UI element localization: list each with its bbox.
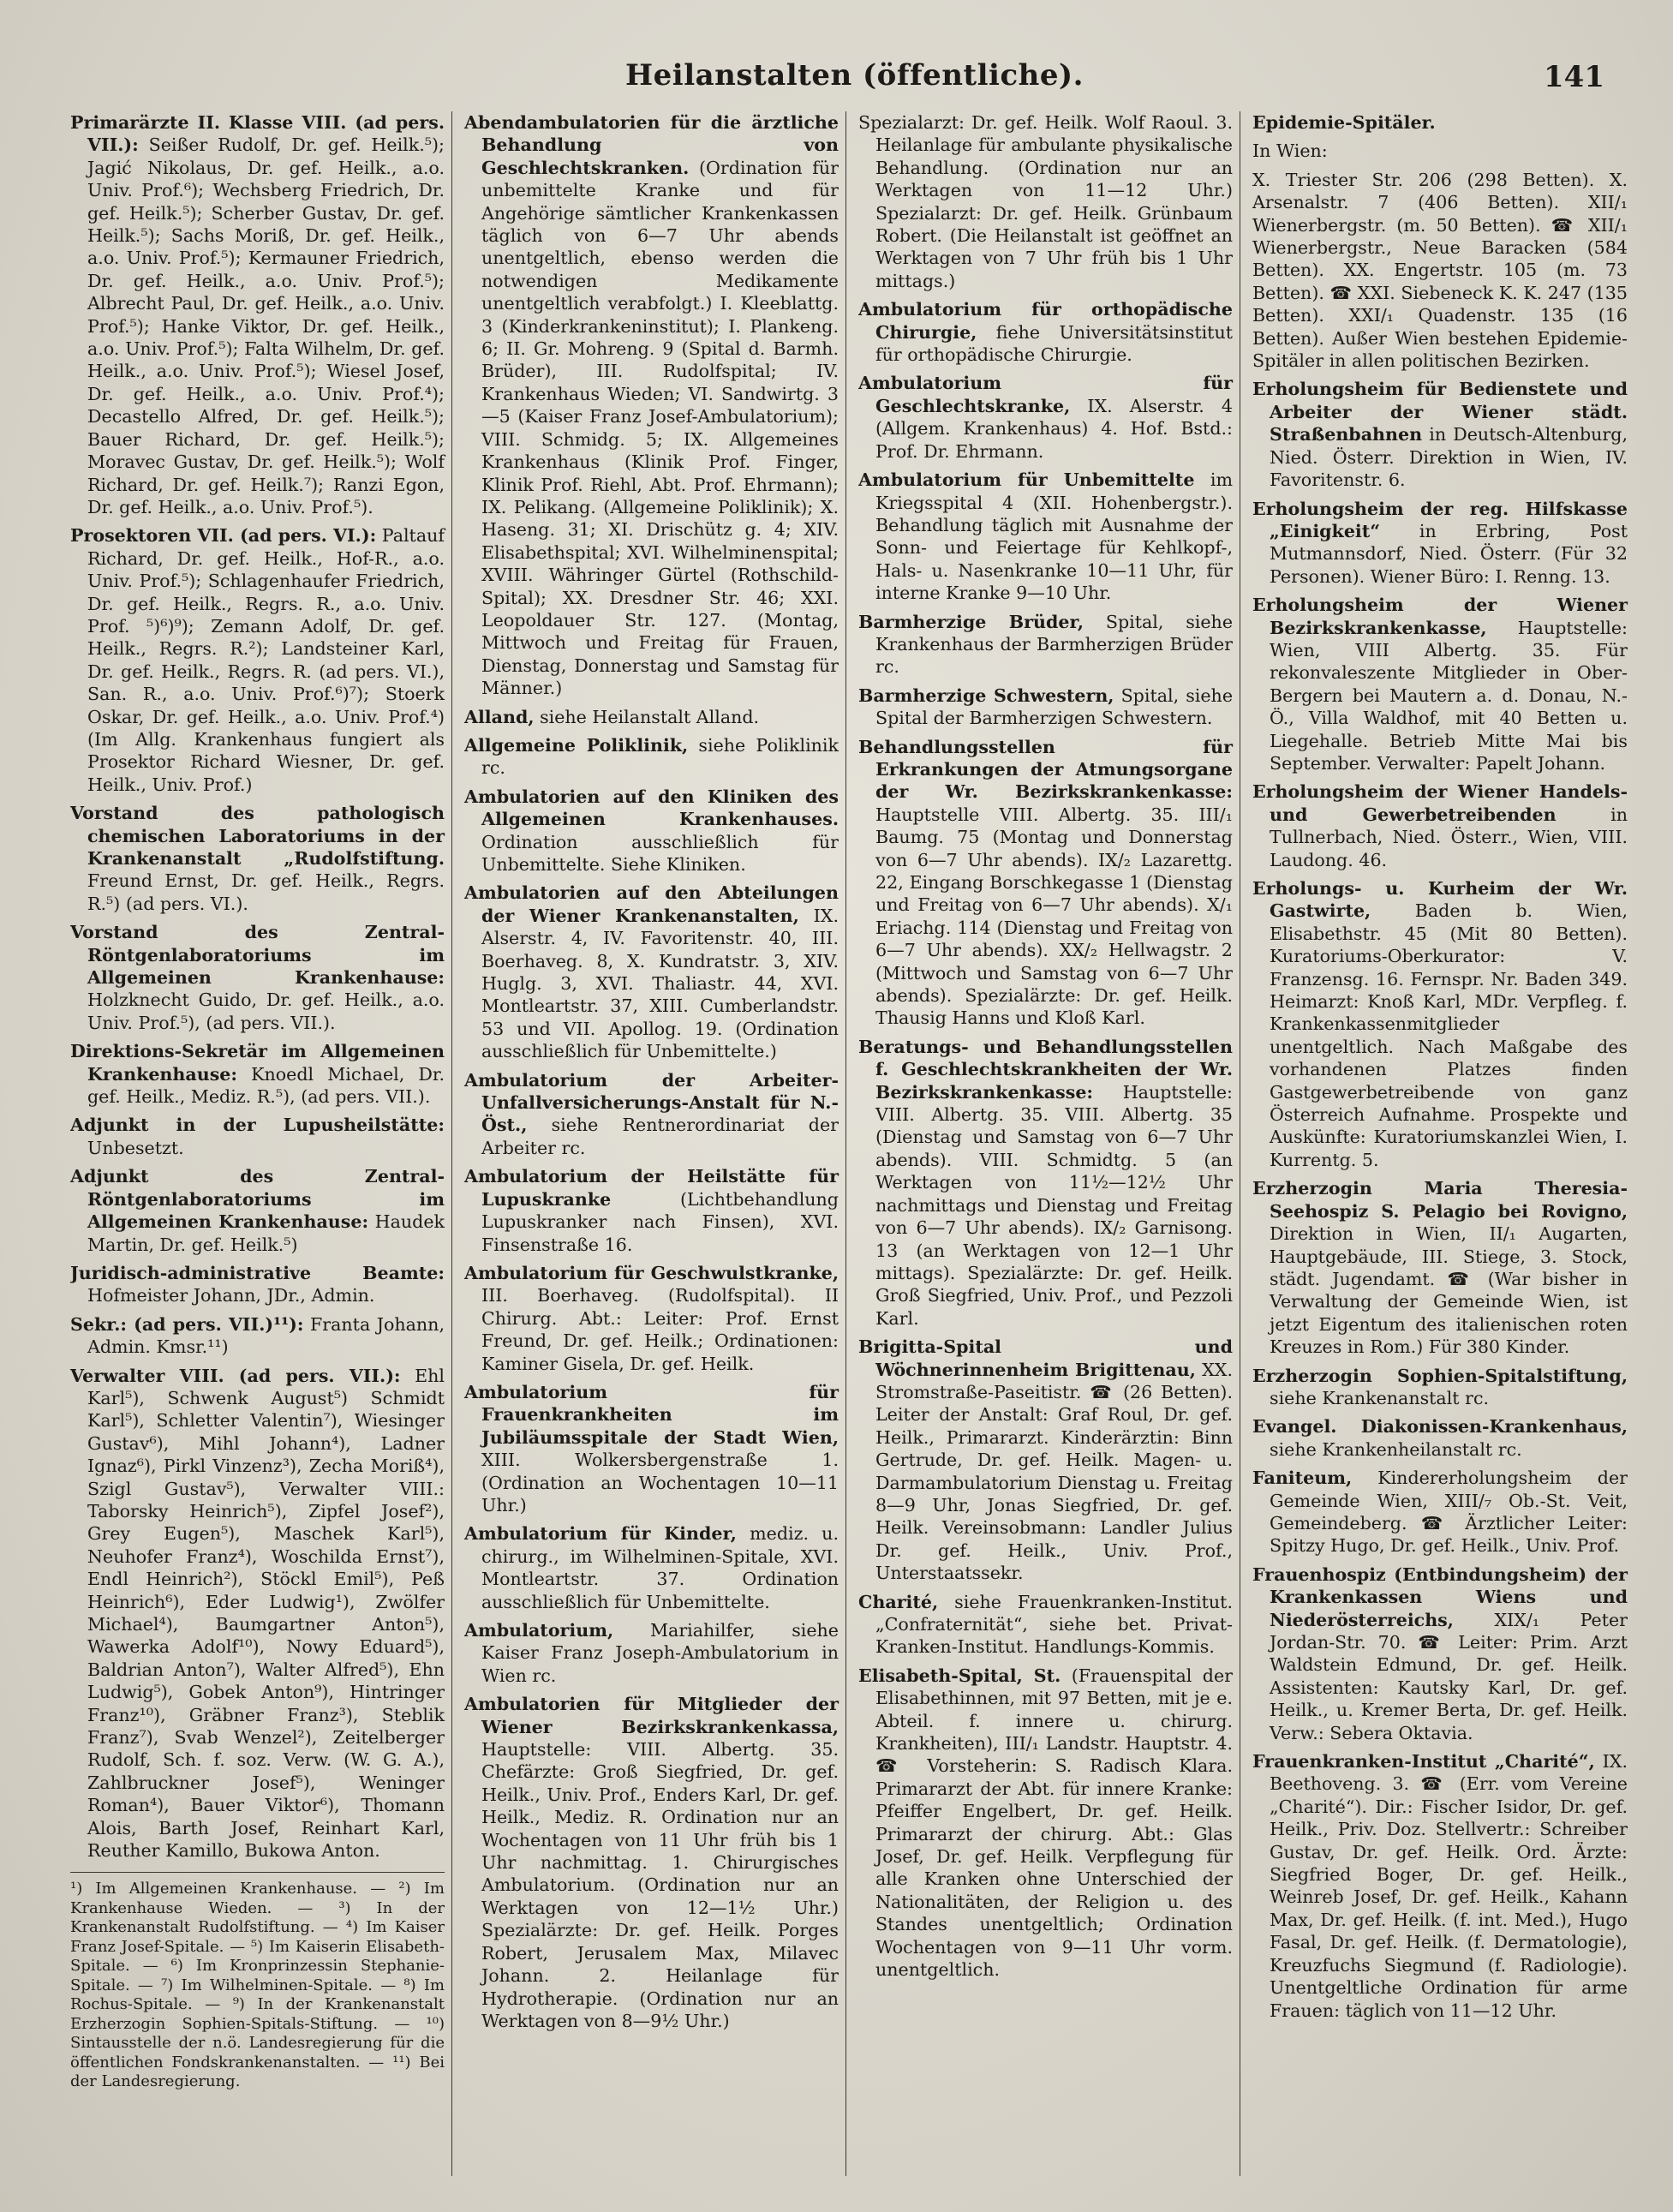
entry-label: Verwalter VIII. (ad pers. VII.): <box>70 1365 401 1386</box>
column-2 <box>464 111 846 2176</box>
directory-entry <box>464 1381 839 1516</box>
entry-text: Direktion in Wien, II/₁ Augarten, Hauptgebäude, III. Stiege, 3. Stock, städt. Jugendamt. ☎ (War bisher in Verwaltung der Gemeinde Wien, ist jetzt Eigentum des italienischen roten Kreuzes in Rom.) Für 380 Kinder. <box>1270 1223 1628 1358</box>
entry-text: Kindererholungsheim der Gemeinde Wien, XIII/₇ Ob.-St. Veit, Gemeindeberg. ☎ Ärztlicher Leiter: Spitzy Hugo, Dr. gef. Heilk., Univ. Prof. <box>1270 1468 1628 1557</box>
entry-text: Hauptstelle VIII. Albertg. 35. III/₁ Baumg. 75 (Montag und Donnerstag von 6—7 Uhr abends). IX/₂ Lazarettg. 22, Eingang Borschkegasse 1 (Dienstag und Freitag von 6—7 Uhr abends). X/₁ Eriachg. 114 (Dienstag und Freitag von 6—7 Uhr abends). XX/₂ Hellwagstr. 2 (Mittwoch und Samstag von 6—7 Uhr abends). Spezialärzte: Dr. gef. Heilk. Thausig Hanns und Kloß Karl. <box>875 804 1233 1029</box>
entry-text: siehe Frauenkranken-Institut. „Confraternität“, siehe bet. Privat-Kranken-Institut. Handlungs-Kommis. <box>875 1591 1233 1658</box>
entry-label: Direktions-Sekretär im Allgemeinen Krankenhause: <box>70 1041 445 1085</box>
entry-text: (Lichtbehandlung Lupuskranker nach Finsen), XVI. Finsenstraße 16. <box>481 1188 839 1255</box>
entry-text: Holzknecht Guido, Dr. gef. Heilk., a.o. Univ. Prof.⁵), (ad pers. VII.). <box>87 989 445 1033</box>
entry-text: IX. Alserstr. 4 (Allgem. Krankenhaus) 4. Hof. Bstd.: Prof. Dr. Ehrmann. <box>875 395 1233 462</box>
entry-label: Ambulatorium der Heilstätte für Lupuskranke <box>464 1166 839 1210</box>
directory-entry <box>464 1619 839 1687</box>
entry-label: Brigitta-Spital und Wöchnerinnenheim Brigittenau, <box>858 1336 1233 1380</box>
entry-label: Barmherzige Brüder, <box>858 611 1084 632</box>
entry-text: (Ordination für unbemittelte Kranke und für Angehörige sämtlicher Krankenkassen täglich von 6—7 Uhr abends unentgeltlich, ebenso werden die notwendigen Medikamente unentgeltlich verabfolgt.) I. Kleeblattg. 3 (Kinderkrankeninstitut); I. Plankeng. 6; II. Gr. Mohreng. 9 (Spital d. Barmh. Brüder), III. Rudolfspital; IV. Krankenhaus Wieden; VI. Sandwirtg. 3—5 (Kaiser Franz Josef-Ambulatorium); VIII. Schmidg. 5; IX. Allgemeines Krankenhaus (Klinik Prof. Finger, Klinik Prof. Riehl, Abt. Prof. Ehrmann); IX. Pelikang. (Allgemeine Poliklinik); X. Haseng. 31; XI. Drischütz g. 4; XIV. Elisabethspital; XVI. Wilhelminenspital; XVIII. Währinger Gürtel (Rothschild-Spital); XX. Dresdner Str. 46; XXI. Leopoldauer Str. 127. (Montag, Mittwoch und Freitag für Frauen, Dienstag, Donnerstag und Samstag für Männer.) <box>481 157 839 699</box>
entry-text: (Frauenspital der Elisabethinnen, mit 97 Betten, mit je e. Abteil. f. innere u. chirurg. Krankheiten), III/₁ Landstr. Hauptstr. 4. ☎ Vorsteherin: S. Radisch Klara. Primararzt der Abt. für innere Kranke: Pfeiffer Engelbert, Dr. gef. Heilk. Primararzt der chirurg. Abt.: Glas Josef, Dr. gef. Heilk. Verpflegung für alle Kranken ohne Unterschied der Nationalitäten, der Religion u. des Standes unentgeltlich; Ordination Wochentagen von 9—11 Uhr vorm. unentgeltlich. <box>875 1665 1234 1981</box>
directory-entry <box>464 111 839 700</box>
text-columns <box>70 111 1638 2176</box>
directory-entry <box>1252 594 1628 774</box>
entry-label: Erzherzogin Maria Theresia-Seehospiz S. Pelagio bei Rovigno, <box>1252 1178 1628 1222</box>
entry-label: Barmherzige Schwestern, <box>858 685 1114 706</box>
directory-entry <box>858 469 1233 604</box>
directory-entry <box>858 611 1233 679</box>
entry-text: Hauptstelle: VIII. Albertg. 35. Chefärzte: Groß Siegfried, Dr. gef. Heilk., Univ. Prof., Enders Karl, Dr. gef. Heilk., Mediz. R. Ordination nur an Wochentagen von 11 Uhr früh bis 1 Uhr nachmittag. 1. Chirurgisches Ambulatorium. (Ordination nur an Werktagen von 12—1½ Uhr.) Spezialärzte: Dr. gef. Heilk. Porges Robert, Jerusalem Max, Milavec Johann. 2. Heilanlage für Hydrotherapie. (Ordination nur an Werktagen von 8—9½ Uhr.) <box>481 1739 839 2031</box>
entry-label: Evangel. Diakonissen-Krankenhaus, <box>1252 1416 1628 1438</box>
directory-entry <box>1252 498 1628 589</box>
entry-text: Ehl Karl⁵), Schwenk August⁵) Schmidt Karl⁵), Schletter Valentin⁷), Wiesinger Gustav⁶), Mihl Johann⁴), Ladner Ignaz⁶), Pirkl Vinzenz³), Zecha Moriß⁴), Szigl Gustav⁵), Verwalter VIII.: Taborsky Heinrich⁵), Zipfel Josef²), Grey Eugen⁵), Maschek Karl⁵), Neuhofer Franz⁴), Woschilda Ernst⁷), Endl Heinrich²), Stöckl Emil⁵), Peß Heinrich⁶), Eder Ludwig¹), Zwölfer Michael⁴), Baumgartner Anton⁵), Wawerka Adolf¹⁰), Nowy Eduard⁵), Baldrian Anton⁷), Walter Alfred⁵), Ehn Ludwig⁵), Gobek Anton⁹), Hintringer Franz¹⁰), Gräbner Franz³), Steblik Franz⁷), Svab Wenzel²), Zeitelberger Rudolf, Sch. f. soz. Verw. (W. G. A.), Zahlbruckner Josef⁵), Weninger Roman⁴), Bauer Viktor⁶), Thomann Alois, Barth Josef, Reinhart Karl, Reuther Kamillo, Bukowa Anton. <box>87 1365 445 1862</box>
directory-entry <box>464 1069 839 1160</box>
entry-text: Haudek Martin, Dr. gef. Heilk.⁵) <box>87 1211 445 1255</box>
entry-text: XIX/₁ Peter Jordan-Str. 70. ☎ Leiter: Prim. Arzt Waldstein Edmund, Dr. gef. Heilk. Assistenten: Kautsky Karl, Dr. gef. Heilk., u. Kremer Berta, Dr. gef. Heilk. Verw.: Sebera Oktavia. <box>1270 1609 1628 1743</box>
directory-entry <box>1252 140 1628 162</box>
entry-text: in Tullnerbach, Nied. Österr., Wien, VIII. Laudong. 46. <box>1270 804 1628 870</box>
entry-text: XIII. Wolkersbergenstraße 1. (Ordination an Wochentagen 10—11 Uhr.) <box>481 1450 839 1516</box>
entry-label: Epidemie-Spitäler. <box>1252 112 1436 133</box>
entry-text: mediz. u. chirurg., im Wilhelminen-Spitale, XVI. Montleartstr. 37. Ordination ausschließlich für Unbemittelte. <box>481 1523 839 1612</box>
entry-text: Paltauf Richard, Dr. gef. Heilk., Hof-R., a.o. Univ. Prof.⁵); Schlagenhaufer Friedrich, Dr. gef. Heilk., Regrs. R., a.o. Univ. Prof. ⁵)⁶)⁹); Zemann Adolf, Dr. gef. Heilk., Regrs. R.²); Landsteiner Karl, Dr. gef. Heilk., Regrs. R. (ad pers. VI.), San. R., a.o. Univ. Prof.⁶)⁷); Stoerk Oskar, Dr. gef. Heilk., a.o. Univ. Prof.⁴) (Im Allg. Krankenhaus fungiert als Prosektor Richard Wiesner, Dr. gef. Heilk., Univ. Prof.) <box>87 525 445 795</box>
page-number: 141 <box>1544 60 1604 94</box>
directory-entry <box>70 1365 445 1862</box>
column-3 <box>858 111 1240 2176</box>
directory-entry <box>1252 1365 1628 1410</box>
entry-text: In Wien: <box>1252 140 1328 162</box>
entry-label: Abendambulatorien für die ärztliche Behandlung von Geschlechtskranken. <box>464 112 839 178</box>
entry-text: Seißer Rudolf, Dr. gef. Heilk.⁵); Jagić Nikolaus, Dr. gef. Heilk., a.o. Univ. Prof.⁶); Wechsberg Friedrich, Dr. gef. Heilk.⁵); Scherber Gustav, Dr. gef. Heilk.⁵); Sachs Moriß, Dr. gef. Heilk., a.o. Univ. Prof.⁵); Kermauner Friedrich, Dr. gef. Heilk., a.o. Univ. Prof.⁵); Albrecht Paul, Dr. gef. Heilk., a.o. Univ. Prof.⁵); Hanke Viktor, Dr. gef. Heilk., a.o. Univ. Prof.⁵); Falta Wilhelm, Dr. gef. Heilk., a.o. Univ. Prof.⁵); Wiesel Josef, Dr. gef. Heilk., a.o. Univ. Prof.⁴); Decastello Alfred, Dr. gef. Heilk.⁵); Bauer Richard, Dr. gef. Heilk.⁵); Moravec Gustav, Dr. gef. Heilk.⁵); Wolf Richard, Dr. gef. Heilk.⁷); Ranzi Egon, Dr. gef. Heilk., a.o. Univ. Prof.⁵). <box>87 135 445 517</box>
entry-label: Sekr.: (ad pers. VII.)¹¹): <box>70 1313 304 1335</box>
entry-label: Charité, <box>858 1591 939 1612</box>
directory-entry <box>1252 1750 1628 2022</box>
entry-text: III. Boerhaveg. (Rudolfspital). II Chirurg. Abt.: Leiter: Prof. Ernst Freund, Dr. gef. Heilk.; Ordinationen: Kaminer Gisela, Dr. gef. Heilk. <box>481 1285 839 1374</box>
directory-entry <box>70 524 445 796</box>
entry-label: Erholungsheim der reg. Hilfskasse „Einigkeit“ <box>1252 498 1628 541</box>
entry-text: X. Triester Str. 206 (298 Betten). X. Arsenalstr. 7 (406 Betten). XII/₁ Wienerbergstr. (m. 50 Betten). ☎ XII/₁ Wienerbergstr., Neue Baracken (584 Betten). XX. Engertstr. 105 (m. 73 Betten). ☎ XXI. Siebeneck K. K. 247 (135 Betten). XXI/₁ Quadenstr. 135 (16 Betten). Außer Wien bestehen Epidemie-Spitäler in allen politischen Bezirken. <box>1252 169 1628 372</box>
directory-entry <box>464 1262 839 1375</box>
entry-text: Hofmeister Johann, JDr., Admin. <box>87 1285 375 1306</box>
entry-label: Erholungsheim für Bedienstete und Arbeiter der Wiener städt. Straßenbahnen <box>1252 379 1628 445</box>
column-4 <box>1252 111 1634 2176</box>
entry-label: Ambulatorium für Kinder, <box>464 1523 737 1545</box>
entry-label: Ambulatorium für Frauenkrankheiten im Jubiläumsspitale der Stadt Wien, <box>464 1381 839 1448</box>
directory-entry <box>70 1262 445 1307</box>
entry-label: Ambulatorium für orthopädische Chirurgie, <box>858 299 1233 343</box>
entry-text: Hauptstelle: Wien, VIII Albertg. 35. Für rekonvaleszente Mitglieder in Ober-Bergern bei Mautern a. d. Donau, N.-Ö., Villa Waldhof, mit 40 Betten u. Liegehalle. Betrieb Mitte Mai bis September. Verwalter: Papelt Johann. <box>1270 617 1628 774</box>
entry-label: Prosektoren VII. (ad pers. VI.): <box>70 525 377 547</box>
directory-entry <box>464 734 839 780</box>
entry-label: Primarärzte II. Klasse VIII. (ad pers. VII.): <box>70 112 445 156</box>
entry-text: IX. Alserstr. 4, IV. Favoritenstr. 40, III. Boerhaveg. 8, X. Kundratstr. 3, XIV. Huglg. 3, XVI. Thaliastr. 44, XVI. Montleartstr. 37, XIII. Cumberlandstr. 53 und VII. Apollog. 19. (Ordination ausschließlich für Unbemittelte.) <box>481 905 839 1062</box>
entry-text: Mariahilfer, siehe Kaiser Franz Joseph-Ambulatorium in Wien rc. <box>481 1620 839 1686</box>
directory-entry <box>70 1114 445 1159</box>
directory-entry <box>70 921 445 1034</box>
entry-text: siehe Poliklinik rc. <box>481 734 839 779</box>
entry-text: Unbesetzt. <box>87 1137 184 1158</box>
directory-entry <box>70 1165 445 1256</box>
entry-text: fiehe Universitätsinstitut für orthopädische Chirurgie. <box>875 321 1233 366</box>
directory-entry <box>70 1040 445 1108</box>
directory-entry <box>1252 378 1628 491</box>
entry-text: in Deutsch-Altenburg, Nied. Österr. Direktion in Wien, IV. Favoritenstr. 6. <box>1270 424 1628 491</box>
entry-label: Vorstand des pathologisch chemischen Laboratoriums in der Krankenanstalt „Rudolfstiftung. <box>70 803 445 869</box>
directory-entry <box>858 1036 1233 1330</box>
directory-entry <box>1252 169 1628 373</box>
column-1 <box>70 111 452 2176</box>
footnote: ¹) Im Allgemeinen Krankenhause. — ²) Im Krankenhause Wieden. — ³) In der Krankenanstalt Rudolfstiftung. — ⁴) Im Kaiser Franz Josef-Spitale. — ⁵) Im Kaiserin Elisabeth-Spitale. — ⁶) Im Kronprinzessin Stephanie-Spitale. — ⁷) Im Wilhelminen-Spitale. — ⁸) Im Rochus-Spitale. — ⁹) In der Krankenanstalt Erzherzogin Sophien-Spitals-Stiftung. — ¹⁰) Sintausstelle der n.ö. Landesregierung für die öffentlichen Fondskrankenanstalten. — ¹¹) Bei der Landesregierung. <box>70 1880 445 2091</box>
entry-label: Erholungsheim der Wiener Handels- und Gewerbetreibenden <box>1252 781 1628 825</box>
directory-entry <box>464 1693 839 2032</box>
directory-entry <box>1252 111 1628 134</box>
directory-entry <box>1252 877 1628 1171</box>
entry-text: siehe Heilanstalt Alland. <box>540 706 760 727</box>
directory-entry <box>464 786 839 876</box>
entry-text: Spital, siehe Krankenhaus der Barmherzigen Brüder rc. <box>875 611 1234 678</box>
entry-text: Hauptstelle: VIII. Albertg. 35. VIII. Albertg. 35 (Dienstag und Samstag von 6—7 Uhr abends). VIII. Schmidtg. 5 (an Werktagen von 11½—12½ Uhr nachmittags und Dienstag und Freitag von 6—7 Uhr abends). IX/₂ Garnisong. 13 (an Werktagen von 12—1 Uhr mittags). Spezialärzte: Dr. gef. Heilk. Groß Siegfried, Univ. Prof., und Pezzoli Karl. <box>875 1081 1233 1329</box>
directory-entry <box>464 1522 839 1613</box>
footnotes <box>70 1872 445 2092</box>
entry-text: Freund Ernst, Dr. gef. Heilk., Regrs. R.⁵) (ad pers. VI.). <box>87 870 445 914</box>
directory-entry <box>858 372 1233 463</box>
entry-text: Spital, siehe Spital der Barmherzigen Schwestern. <box>875 685 1234 729</box>
entry-text: Knoedl Michael, Dr. gef. Heilk., Mediz. R.⁵), (ad pers. VII.). <box>87 1063 445 1108</box>
entry-label: Erzherzogin Sophien-Spitalstiftung, <box>1252 1365 1628 1386</box>
entry-label: Ambulatorium der Arbeiter-Unfallversicherungs-Anstalt für N.-Öst., <box>464 1069 839 1136</box>
directory-entry <box>858 298 1233 366</box>
entry-label: Ambulatorien auf den Kliniken des Allgemeinen Krankenhauses. <box>464 786 839 830</box>
entry-text: siehe Rentnerordinariat der Arbeiter rc. <box>481 1115 839 1158</box>
directory-entry <box>1252 1415 1628 1461</box>
entry-label: Ambulatorien für Mitglieder der Wiener Bezirkskrankenkassa, <box>464 1694 839 1737</box>
entry-label: Behandlungsstellen für Erkrankungen der Atmungsorgane der Wr. Bezirkskrankenkasse: <box>858 736 1233 803</box>
entry-label: Ambulatorien auf den Abteilungen der Wiener Krankenanstalten, <box>464 882 839 926</box>
directory-entry <box>858 1591 1233 1659</box>
directory-entry <box>858 111 1233 292</box>
directory-entry <box>70 802 445 915</box>
entry-label: Frauenkranken-Institut „Charité“, <box>1252 1751 1595 1773</box>
entry-label: Adjunkt in der Lupusheilstätte: <box>70 1115 445 1136</box>
directory-entry <box>1252 780 1628 871</box>
entry-text: XX. Stromstraße-Paseitistr. ☎ (26 Betten). Leiter der Anstalt: Graf Roul, Dr. gef. Heilk., Primararzt. Kinderärztin: Binn Gertrude, Dr. gef. Heilk. Magen- u. Darmambulatorium Dienstag u. Freitag 8—9 Uhr, Jonas Siegfried, Dr. gef. Heilk. Vereinsobmann: Landler Julius Dr. gef. Heilk., Univ. Prof., Unterstaatssekr. <box>875 1359 1233 1584</box>
entry-label: Erholungs- u. Kurheim der Wr. Gastwirte, <box>1252 878 1628 922</box>
directory-entry <box>1252 1563 1628 1744</box>
entry-text: Spezialarzt: Dr. gef. Heilk. Wolf Raoul. 3. Heilanlage für ambulante physikalische Behandlung. (Ordination nur an Werktagen von 11—12 Uhr.) Spezialarzt: Dr. gef. Heilk. Grünbaum Robert. (Die Heilanstalt ist geöffnet an Werktagen von 7 Uhr früh bis 1 Uhr mittags.) <box>858 112 1233 291</box>
page-title: Heilanstalten (öffentliche). <box>625 58 1084 93</box>
entry-label: Juridisch-administrative Beamte: <box>70 1262 445 1283</box>
entry-text: in Erbring, Post Mutmannsdorf, Nied. Österr. (Für 32 Personen). Wiener Büro: I. Renng. 13. <box>1270 520 1628 587</box>
entry-label: Ambulatorium, <box>464 1620 614 1641</box>
entry-label: Allgemeine Poliklinik, <box>464 734 689 756</box>
entry-text: siehe Krankenanstalt rc. <box>1270 1387 1490 1408</box>
entry-label: Adjunkt des Zentral-Röntgenlaboratoriums im Allgemeinen Krankenhause: <box>70 1166 445 1233</box>
entry-label: Erholungsheim der Wiener Bezirkskrankenkasse, <box>1252 595 1628 638</box>
directory-entry <box>464 706 839 728</box>
running-header <box>70 58 1639 101</box>
entry-text: siehe Krankenheilanstalt rc. <box>1270 1438 1522 1460</box>
directory-entry <box>70 111 445 518</box>
entry-label: Ambulatorium für Geschlechtskranke, <box>858 373 1233 416</box>
entry-label: Vorstand des Zentral-Röntgenlaboratoriums im Allgemeinen Krankenhause: <box>70 922 445 989</box>
directory-entry <box>858 685 1233 730</box>
directory-entry <box>858 1336 1233 1584</box>
entry-label: Faniteum, <box>1252 1468 1353 1489</box>
entry-text: Baden b. Wien, Elisabethstr. 45 (Mit 80 Betten). Kuratoriums-Oberkurator: V. Franzensg. 16. Fernspr. Nr. Baden 349. Heimarzt: Knoß Karl, MDr. Verpfleg. f. Krankenkassenmitglieder unentgeltlich. Nach Maßgabe des vorhandenen Platzes finden Gastgewerbetreibende von ganz Österreich Aufnahme. Prospekte und Auskünfte: Kuratoriumskanzlei Wien, I. Kurrentg. 5. <box>1270 900 1628 1170</box>
entry-label: Elisabeth-Spital, St. <box>858 1665 1061 1686</box>
directory-entry <box>858 1665 1233 1982</box>
entry-label: Ambulatorium für Geschwulstkranke, <box>464 1262 839 1283</box>
entry-label: Ambulatorium für Unbemittelte <box>858 469 1195 491</box>
entry-text: Franta Johann, Admin. Kmsr.¹¹) <box>87 1313 445 1358</box>
directory-entry <box>858 736 1233 1030</box>
directory-entry <box>1252 1467 1628 1557</box>
entry-text: im Kriegsspital 4 (XII. Hohenbergstr.). Behandlung täglich mit Ausnahme der Sonn- und Feiertage für Kehlkopf-, Hals- u. Nasenkranke 10—11 Uhr, für interne Kranke 9—10 Uhr. <box>875 469 1233 604</box>
entry-label: Frauenhospiz (Entbindungsheim) der Krankenkassen Wiens und Niederösterreichs, <box>1252 1563 1628 1630</box>
entry-label: Beratungs- und Behandlungsstellen f. Geschlechtskrankheiten der Wr. Bezirkskrankenkasse: <box>858 1036 1233 1103</box>
directory-entry <box>464 882 839 1062</box>
entry-text: IX. Beethoveng. 3. ☎ (Err. vom Vereine „Charité“). Dir.: Fischer Isidor, Dr. gef. Heilk., Priv. Doz. Stellvertr.: Schreiber Gustav, Dr. gef. Heilk. Ord. Ärzte: Siegfried Boger, Dr. gef. Heilk., Weinreb Josef, Dr. gef. Heilk., Kahann Max, Dr. gef. Heilk. (f. int. Med.), Hugo Fasal, Dr. gef. Heilk. (f. Dermatologie), Kreuzfuchs Siegmund (f. Radiologie). Unentgeltliche Ordination für arme Frauen: täglich von 11—12 Uhr. <box>1270 1751 1628 2021</box>
directory-entry <box>70 1313 445 1359</box>
directory-entry <box>1252 1177 1628 1358</box>
directory-entry <box>464 1165 839 1256</box>
entry-text: Ordination ausschließlich für Unbemittelte. Siehe Kliniken. <box>481 831 839 875</box>
entry-label: Alland, <box>464 706 535 727</box>
